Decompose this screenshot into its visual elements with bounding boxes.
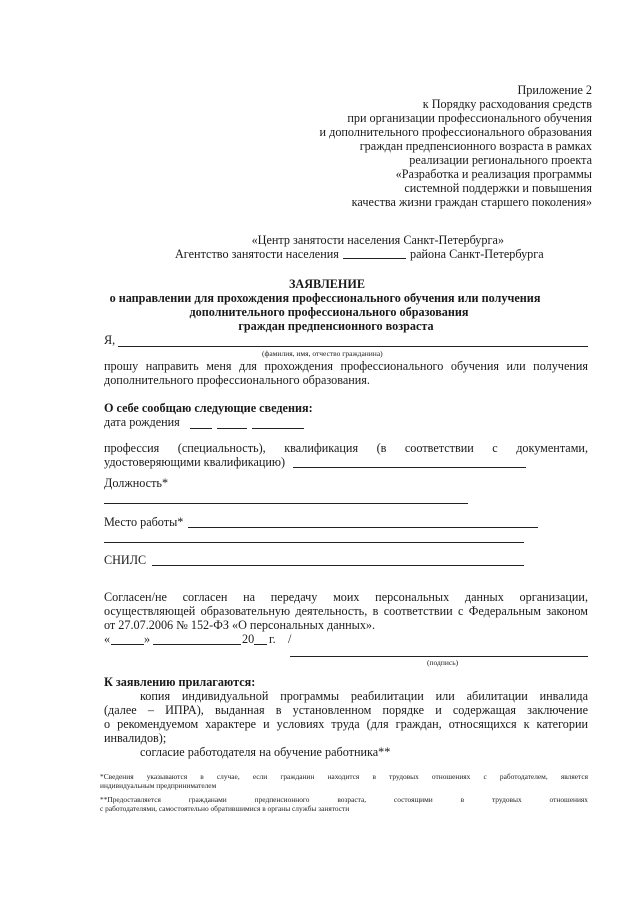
attachment-1-line-4: инвалидов); [104,731,167,745]
info-heading: О себе сообщаю следующие сведения: [104,401,313,415]
workplace-blank-1[interactable] [188,527,538,528]
date-quote-open: « [104,632,111,646]
consent-line-1: Согласен/не согласен на передачу моих персональных данных организации, [104,590,588,604]
appendix-line-1: Приложение 2 [517,83,592,97]
footnote-2-line-2: с работодателями, самостоятельно обратившимися в органы службы занятости [100,804,350,813]
appendix-line-7: «Разработка и реализация программы [395,167,592,181]
attachment-2: согласие работодателя на обучение работника** [140,745,391,759]
date-month-blank[interactable] [153,644,241,645]
consent-line-3: от 27.07.2006 № 152-ФЗ «О персональных данных». [104,618,376,632]
appendix-line-4: и дополнительного профессионального образования [319,125,592,139]
birth-day-blank[interactable] [190,428,212,429]
statement-subtitle-2: дополнительного профессионального образования [189,305,469,319]
birth-month-blank[interactable] [217,428,247,429]
workplace-label: Место работы* [104,515,184,529]
profession-line-1: профессия (специальность), квалификация (в соответствии с документами, [104,441,588,455]
statement-subtitle-1: о направлении для прохождения профессионального обучения или получения [109,291,541,305]
profession-line-2: удостоверяющими квалификацию) [104,455,286,469]
appendix-line-6: реализации регионального проекта [409,153,592,167]
request-line-2: дополнительного профессионального образования. [104,373,370,387]
signature-hint: (подпись) [427,658,459,667]
date-year-suffix: г. [269,632,276,646]
position-label: Должность* [104,476,169,490]
consent-line-2: осуществляющей образовательную деятельность, в соответствии с Федеральным законом [104,604,588,618]
profession-blank[interactable] [293,467,526,468]
date-year-blank[interactable] [254,644,267,645]
position-blank[interactable] [104,503,468,504]
addressee-agency: Агентство занятости населения [175,247,339,261]
date-day-blank[interactable] [111,644,144,645]
addressee-district: района Санкт-Петербурга [410,247,544,261]
district-blank[interactable] [343,258,406,259]
addressee-center: «Центр занятости населения Санкт-Петербурга» [251,233,504,247]
date-year-prefix: 20 [242,632,255,646]
attachment-1-line-3: о рекомендуемом характере и условиях труда (для граждан, относящихся к категории [104,717,588,731]
full-name-blank[interactable] [118,346,588,347]
footnote-1-line-2: индивидуальным предпринимателем [100,781,217,790]
date-quote-close: » [144,632,151,646]
date-slash: / [288,632,292,646]
snils-blank[interactable] [152,565,524,566]
appendix-line-2: к Порядку расходования средств [422,97,592,111]
workplace-blank-2[interactable] [104,542,524,543]
attachment-1-line-1: копия индивидуальной программы реабилитации или абилитации инвалида [140,689,588,703]
appendix-line-9: качества жизни граждан старшего поколения» [351,195,592,209]
birth-date-label: дата рождения [104,415,180,429]
statement-title: ЗАЯВЛЕНИЕ [289,277,365,291]
footnote-1-line-1: *Сведения указываются в случае, если гражданин находится в трудовых отношениях с работодателем, является [100,772,588,781]
attachment-1-line-2: (далее – ИПРА), выданная в установленном порядке и содержащая заключение [104,703,588,717]
attachments-heading: К заявлению прилагаются: [104,675,256,689]
statement-subtitle-3: граждан предпенсионного возраста [238,319,434,333]
signature-blank[interactable] [290,656,588,657]
appendix-line-8: системной поддержки и повышения [404,181,592,195]
appendix-line-3: при организации профессионального обучения [347,111,592,125]
request-line-1: прошу направить меня для прохождения профессионального обучения или получения [104,359,588,373]
snils-label: СНИЛС [104,553,147,567]
ya-label: Я, [104,333,116,347]
appendix-line-5: граждан предпенсионного возраста в рамках [359,139,592,153]
full-name-hint: (фамилия, имя, отчество гражданина) [262,349,383,358]
footnote-2-line-1: **Предоставляется гражданами предпенсионного возраста, состоящими в трудовых отношениях [100,795,588,804]
birth-year-blank[interactable] [252,428,304,429]
